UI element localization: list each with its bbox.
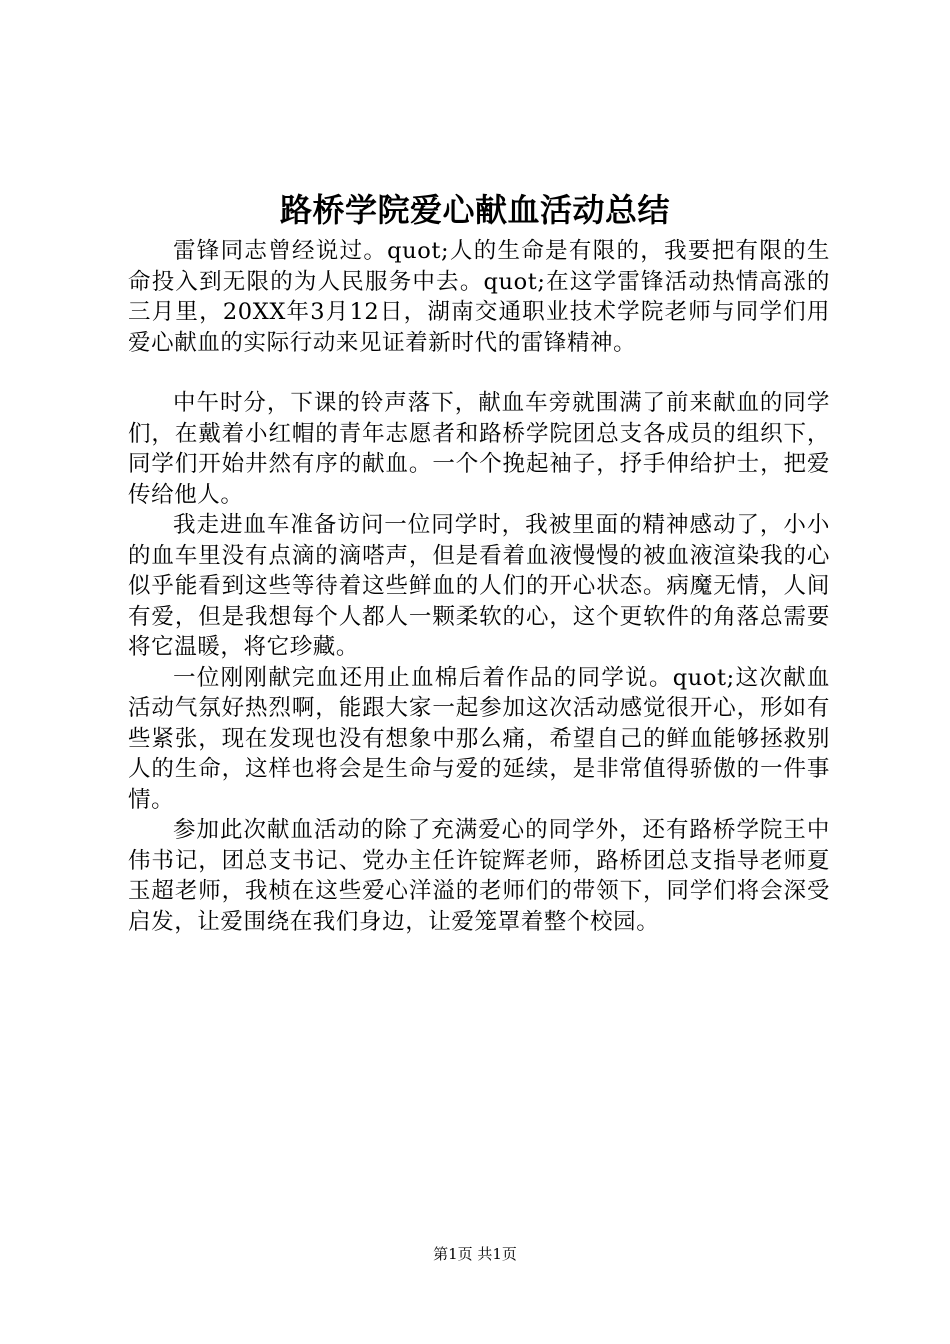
paragraph-5: 参加此次献血活动的除了充满爱心的同学外，还有路桥学院王中伟书记，团总支书记、党办主任许锭辉老师，路桥团总支指导老师夏玉超老师，我桢在这些爱心洋溢的老师们的带领下，同学们将会深受启发，让爱围绕在我们身边，让爱笼罩着整个校园。 [128, 817, 830, 935]
paragraph-4: 一位刚刚献完血还用止血棉后着作品的同学说。quot;这次献血活动气氛好热烈啊，能跟大家一起参加这次活动感觉很开心，形如有些紧张，现在发现也没有想象中那么痛，希望自己的鲜血能够拯救别人的生命，这样也将会是生命与爱的延续，是非常值得骄傲的一件事情。 [128, 664, 830, 813]
paragraph-3: 我走进血车准备访问一位同学时，我被里面的精神感动了，小小的血车里没有点滴的滴嗒声，但是看着血液慢慢的被血液渲染我的心似乎能看到这些等待着这些鲜血的人们的开心状态。病魔无情，人间有爱，但是我想每个人都人一颗柔软的心，这个更软件的角落总需要将它温暖，将它珍藏。 [128, 512, 830, 660]
page-footer: 第1页 共1页 [433, 1245, 517, 1263]
paragraph-2: 中午时分，下课的铃声落下，献血车旁就围满了前来献血的同学们，在戴着小红帽的青年志愿者和路桥学院团总支各成员的组织下，同学们开始井然有序的献血。一个个挽起袖子，抒手伸给护士，把爱传给他人。 [128, 390, 830, 508]
document-title: 路桥学院爱心献血活动总结 [279, 191, 670, 229]
document-body [128, 236, 830, 937]
paragraph-1: 雷锋同志曾经说过。quot;人的生命是有限的，我要把有限的生命投入到无限的为人民服务中去。quot;在这学雷锋活动热情高涨的三月里，20XX年3月12日，湖南交通职业技术学院老师与同学们用爱心献血的实际行动来见证着新时代的雷锋精神。 [128, 238, 830, 356]
